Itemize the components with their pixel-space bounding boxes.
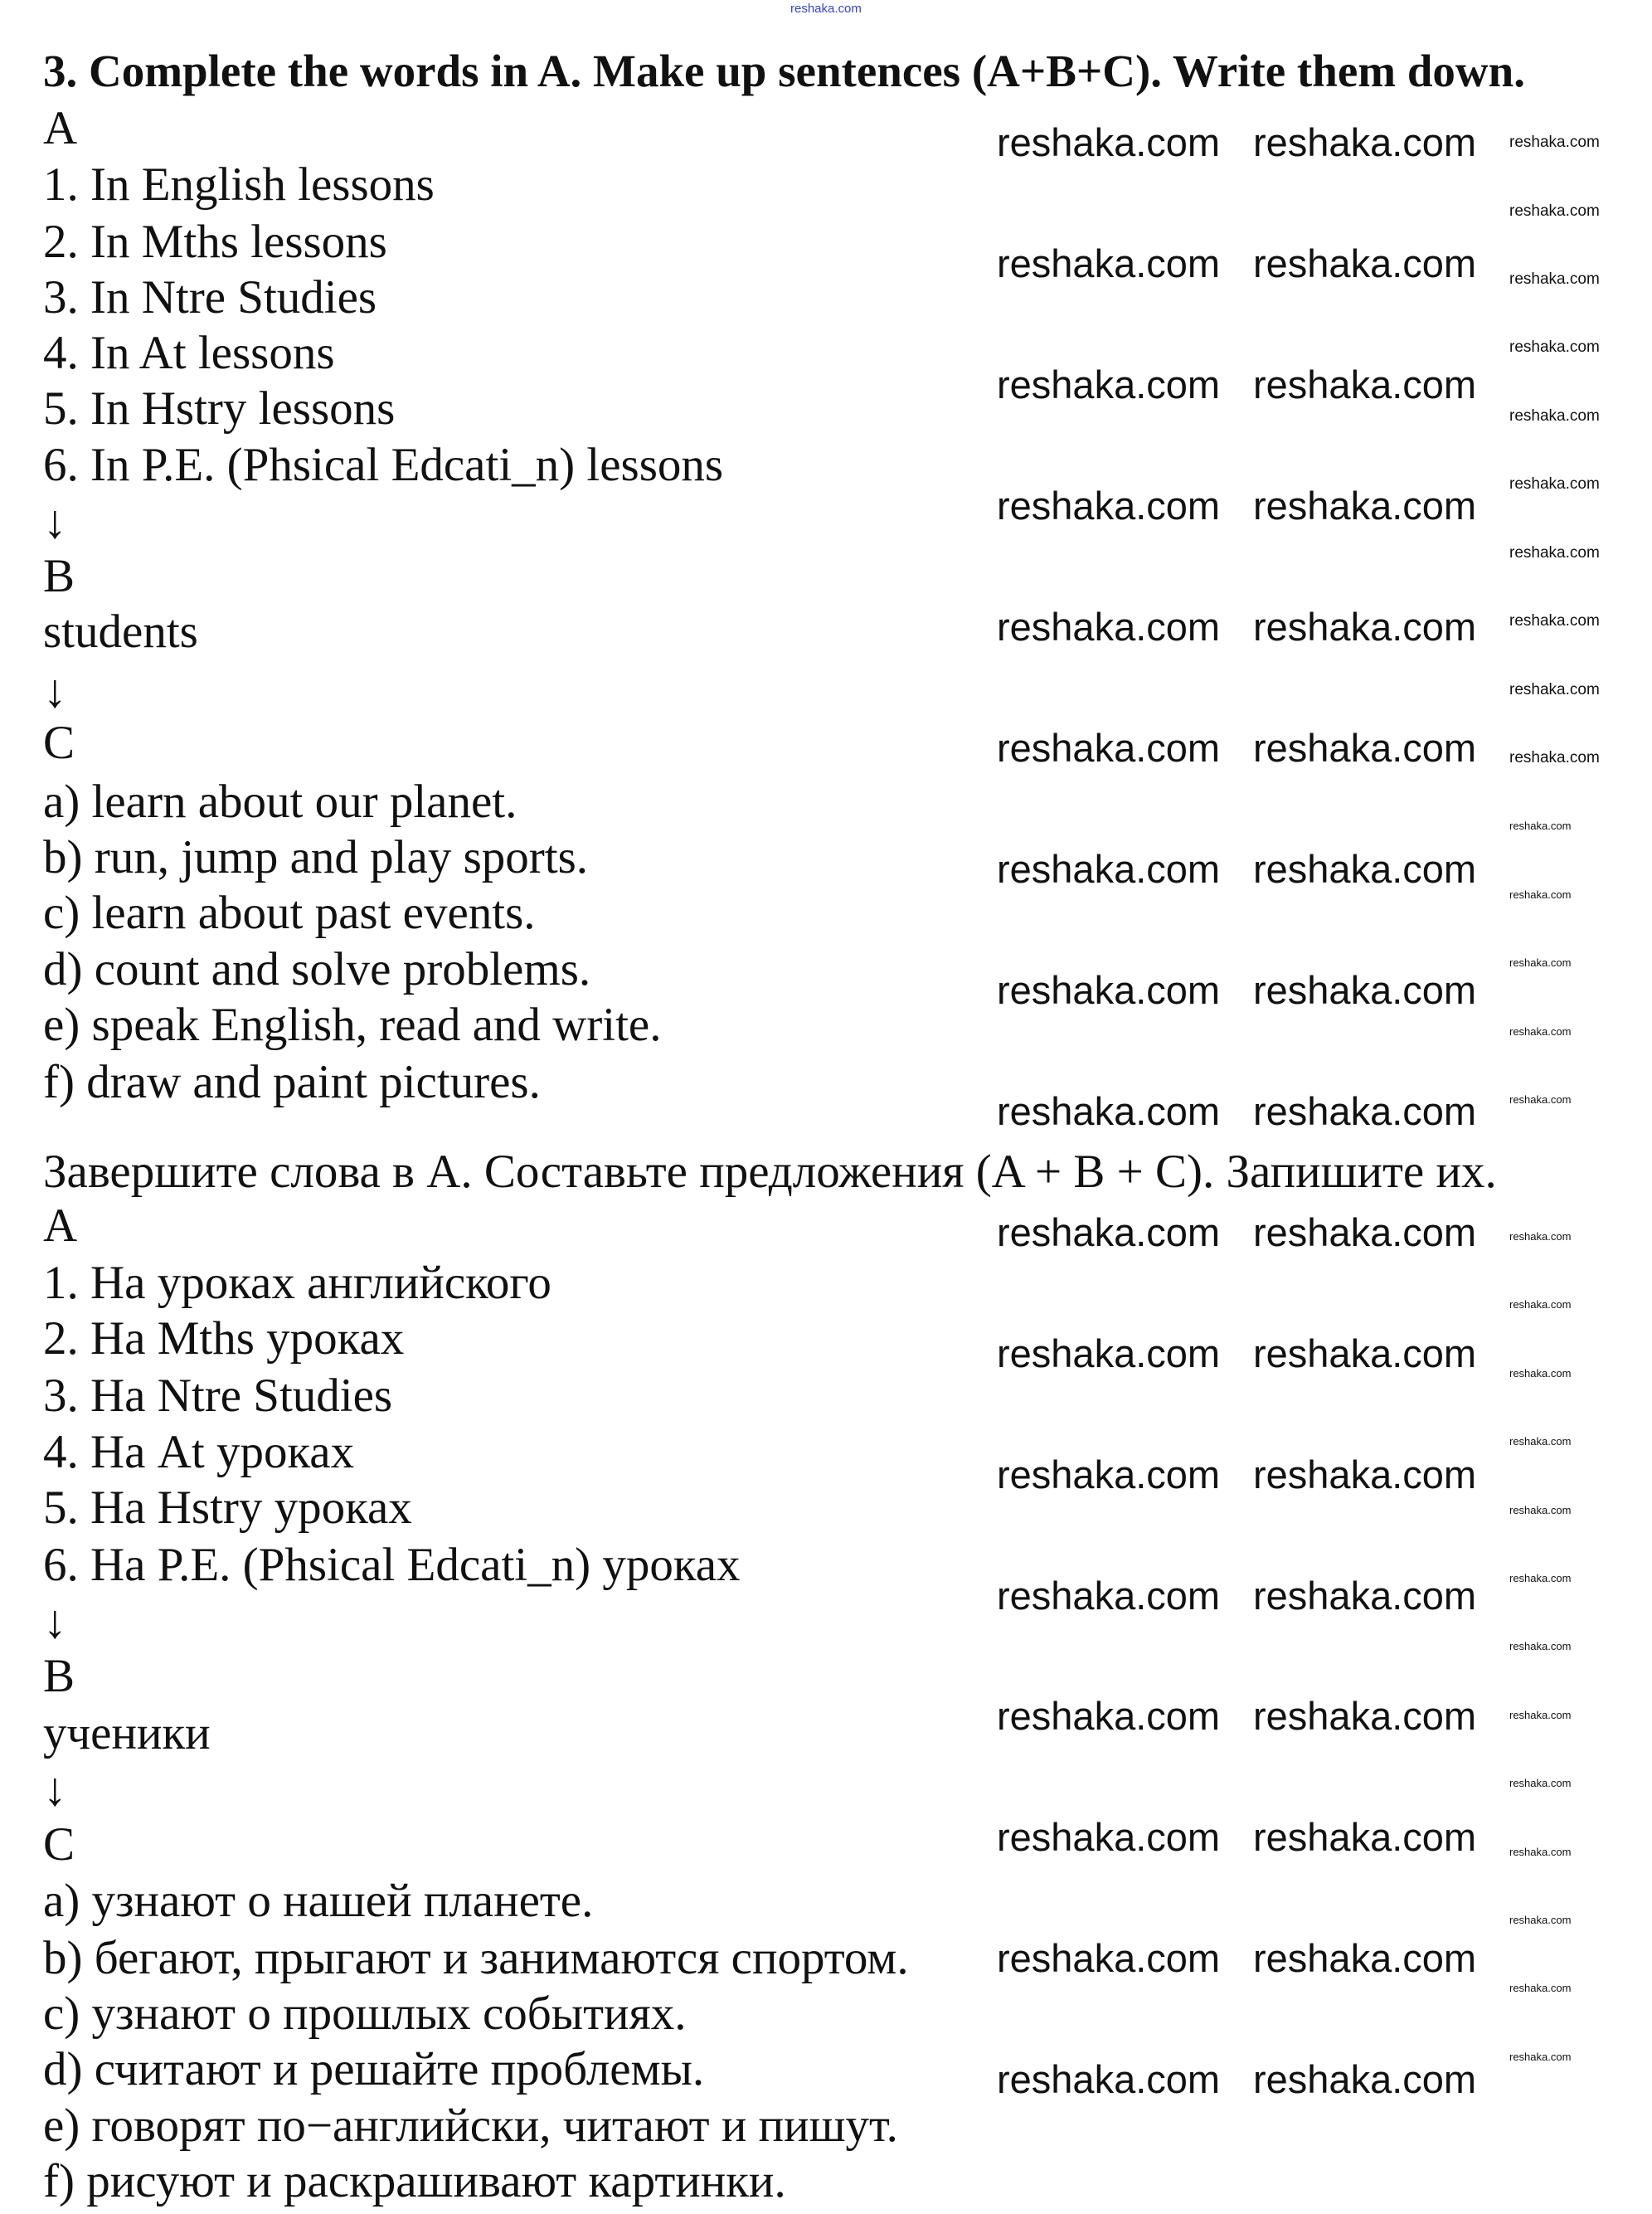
watermark-text: reshaka.com [997,847,1221,891]
arrow-down-icon: ↓ [43,665,67,718]
arrow-down-icon: ↓ [43,496,67,548]
list-item: students [43,606,198,658]
watermark-text: reshaka.com [1253,605,1477,649]
watermark-text: reshaka.com [1253,484,1477,528]
watermark-text: reshaka.com [1253,241,1477,285]
arrow-down-icon: ↓ [43,1764,67,1816]
list-item: a) learn about our planet. [43,776,517,828]
watermark-text: reshaka.com [997,1815,1221,1859]
watermark-text: reshaka.com [1509,1025,1572,1038]
watermark-text: reshaka.com [997,241,1221,285]
watermark-text: reshaka.com [1509,1093,1572,1106]
list-item: ученики [43,1707,211,1759]
watermark-text: reshaka.com [1509,475,1600,493]
watermark-text: reshaka.com [1509,202,1600,220]
list-item: 1. На уроках английского [43,1257,551,1309]
watermark-text: reshaka.com [1509,820,1572,832]
watermark-text: reshaka.com [997,484,1221,528]
section-a-label: A [43,102,78,154]
watermark-text: reshaka.com [1253,1331,1477,1375]
watermark-text: reshaka.com [997,968,1221,1012]
watermark-text: reshaka.com [1509,407,1600,425]
watermark-text: reshaka.com [997,1452,1221,1496]
watermark-text: reshaka.com [997,726,1221,770]
list-item: d) считают и решайте проблемы. [43,2043,705,2095]
translation-title: Завершите слова в A. Составьте предложения (A + B + C). Запишите их. [43,1146,1497,1198]
watermark-text: reshaka.com [997,1574,1221,1618]
watermark-text: reshaka.com [997,2057,1221,2101]
watermark-text: reshaka.com [1509,612,1600,630]
list-item: e) speak English, read and write. [43,999,662,1051]
watermark-text: reshaka.com [1253,1815,1477,1859]
watermark-text: reshaka.com [1509,134,1600,151]
watermark-text: reshaka.com [997,1210,1221,1254]
list-item: 3. In Ntre Studies [43,271,377,324]
list-item: d) count and solve problems. [43,943,591,995]
section-c-label: C [43,717,75,769]
section-a-label: A [43,1199,78,1252]
watermark-text: reshaka.com [1509,888,1572,901]
watermark-text: reshaka.com [1509,1777,1572,1789]
watermark-text: reshaka.com [1509,338,1600,356]
watermark-text: reshaka.com [997,1936,1221,1980]
watermark-text: reshaka.com [1509,1914,1572,1926]
watermark-text: reshaka.com [1253,1089,1477,1133]
section-b-label: B [43,1650,75,1702]
watermark-text: reshaka.com [1509,1640,1572,1652]
watermark-text: reshaka.com [1253,847,1477,891]
watermark-text: reshaka.com [1253,726,1477,770]
watermark-text: reshaka.com [1509,1846,1572,1858]
watermark-text: reshaka.com [997,1694,1221,1738]
watermark-text: reshaka.com [1509,1367,1572,1379]
watermark-text: reshaka.com [1253,1452,1477,1496]
watermark-text: reshaka.com [1253,1694,1477,1738]
watermark-text: reshaka.com [997,1089,1221,1133]
list-item: b) run, jump and play sports. [43,831,589,883]
list-item: 2. На Mths уроках [43,1312,405,1365]
watermark-text: reshaka.com [1509,1982,1572,1994]
section-b-label: B [43,550,75,602]
watermark-text: reshaka.com [997,605,1221,649]
list-item: 5. In Hstry lessons [43,382,396,435]
list-item: 6. In P.E. (Phsical Edcati_n) lessons [43,439,724,491]
watermark-text: reshaka.com [1509,749,1600,766]
exercise-title: 3. Complete the words in A. Make up sentences (A+B+C). Write them down. [43,46,1525,96]
list-item: b) бегают, прыгают и занимаются спортом. [43,1932,909,1984]
list-item: 4. На At уроках [43,1426,355,1478]
list-item: 6. На P.E. (Phsical Edcati_n) уроках [43,1539,741,1591]
watermark-text: reshaka.com [1509,681,1600,698]
watermark-text: reshaka.com [1509,956,1572,969]
list-item: 2. In Mths lessons [43,216,387,268]
list-item: 3. На Ntre Studies [43,1370,393,1422]
watermark-text: reshaka.com [1509,1435,1572,1448]
list-item: f) draw and paint pictures. [43,1056,541,1108]
watermark-text: reshaka.com [1253,120,1477,164]
watermark-text: reshaka.com [1509,1298,1572,1311]
watermark-text: reshaka.com [997,363,1221,406]
watermark-text: reshaka.com [1509,1709,1572,1721]
watermark-text: reshaka.com [1253,1936,1477,1980]
watermark-text: reshaka.com [1509,1504,1572,1516]
watermark-text: reshaka.com [1509,270,1600,288]
list-item: f) рисуют и раскрашивают картинки. [43,2155,786,2207]
list-item: c) узнают о прошлых событиях. [43,1988,687,2040]
list-item: 5. На Hstry уроках [43,1482,412,1534]
watermark-text: reshaka.com [1509,2051,1572,2063]
list-item: e) говорят по−английски, читают и пишут. [43,2100,898,2152]
watermark-text: reshaka.com [790,2,862,16]
section-c-label: C [43,1818,75,1871]
watermark-text: reshaka.com [1509,544,1600,562]
watermark-text: reshaka.com [997,1331,1221,1375]
arrow-down-icon: ↓ [43,1596,67,1648]
list-item: c) learn about past events. [43,887,536,939]
watermark-text: reshaka.com [1509,1572,1572,1584]
watermark-text: reshaka.com [1253,2057,1477,2101]
list-item: 1. In English lessons [43,158,435,211]
list-item: 4. In At lessons [43,327,335,379]
watermark-text: reshaka.com [1253,1210,1477,1254]
list-item: a) узнают о нашей планете. [43,1875,594,1927]
watermark-text: reshaka.com [997,120,1221,164]
watermark-text: reshaka.com [1509,1230,1572,1243]
watermark-text: reshaka.com [1253,363,1477,406]
watermark-text: reshaka.com [1253,968,1477,1012]
watermark-text: reshaka.com [1253,1574,1477,1618]
